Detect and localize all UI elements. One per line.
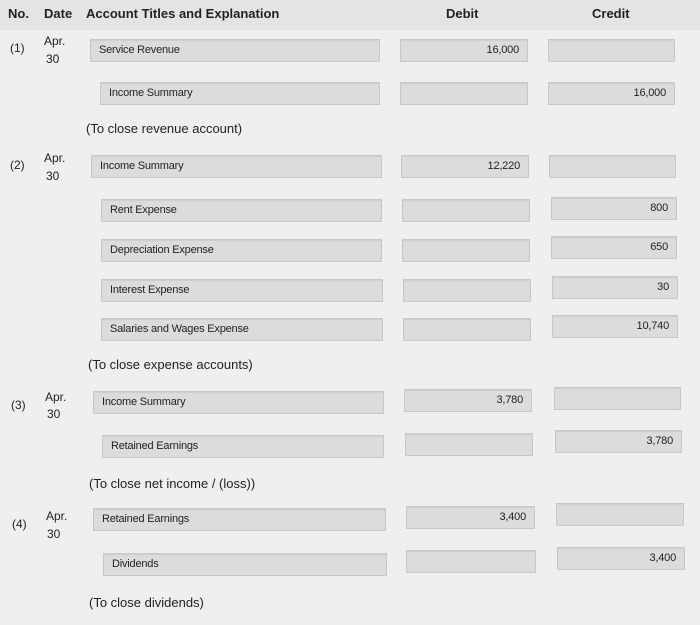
debit-amount-input[interactable] <box>402 199 530 222</box>
account-title-input[interactable]: Salaries and Wages Expense <box>101 318 383 341</box>
debit-amount-input[interactable]: 3,400 <box>406 506 535 529</box>
debit-amount-input[interactable] <box>406 550 536 573</box>
account-title-input[interactable]: Rent Expense <box>101 199 382 222</box>
debit-amount-input[interactable]: 12,220 <box>401 155 529 178</box>
account-title-input[interactable]: Income Summary <box>100 82 380 105</box>
entry-day: 30 <box>46 169 60 183</box>
account-title-input[interactable]: Dividends <box>103 553 387 576</box>
entry-explanation: (To close net income / (loss)) <box>89 476 256 491</box>
credit-amount-input[interactable] <box>554 387 681 410</box>
entry-number: (4) <box>12 517 27 531</box>
entry-month: Apr. <box>44 151 66 165</box>
credit-amount-input[interactable]: 3,780 <box>555 430 682 453</box>
entry-explanation: (To close expense accounts) <box>88 357 253 372</box>
entry-number: (1) <box>10 41 25 55</box>
entry-explanation: (To close revenue account) <box>86 121 243 136</box>
account-title-input[interactable]: Income Summary <box>93 391 384 414</box>
account-title-input[interactable]: Depreciation Expense <box>101 239 382 262</box>
entry-day: 30 <box>47 407 61 421</box>
account-title-input[interactable]: Service Revenue <box>90 39 380 62</box>
credit-amount-input[interactable]: 650 <box>551 236 677 259</box>
entry-month: Apr. <box>45 390 67 404</box>
credit-amount-input[interactable]: 16,000 <box>548 82 675 105</box>
debit-amount-input[interactable]: 3,780 <box>404 389 532 412</box>
debit-amount-input[interactable] <box>403 318 531 341</box>
debit-amount-input[interactable]: 16,000 <box>400 39 528 62</box>
entry-explanation: (To close dividends) <box>89 595 204 610</box>
entry-month: Apr. <box>44 34 66 48</box>
entry-day: 30 <box>46 52 60 66</box>
debit-amount-input[interactable] <box>400 82 528 105</box>
account-title-input[interactable]: Interest Expense <box>101 279 383 302</box>
debit-amount-input[interactable] <box>405 433 533 456</box>
entry-number: (3) <box>11 398 26 412</box>
debit-amount-input[interactable] <box>403 279 531 302</box>
entry-number: (2) <box>10 158 25 172</box>
account-title-input[interactable]: Income Summary <box>91 155 382 178</box>
entry-day: 30 <box>47 527 61 541</box>
credit-amount-input[interactable]: 3,400 <box>557 547 685 570</box>
no-column-header: No. <box>8 6 29 21</box>
credit-amount-input[interactable] <box>549 155 676 178</box>
account-column-header: Account Titles and Explanation <box>86 6 280 21</box>
credit-amount-input[interactable]: 10,740 <box>552 315 678 338</box>
credit-amount-input[interactable] <box>556 503 684 526</box>
credit-amount-input[interactable] <box>548 39 675 62</box>
credit-amount-input[interactable]: 30 <box>552 276 678 299</box>
account-title-input[interactable]: Retained Earnings <box>93 508 386 531</box>
table-header <box>0 0 700 30</box>
account-title-input[interactable]: Retained Earnings <box>102 435 384 458</box>
entry-month: Apr. <box>46 509 68 523</box>
credit-amount-input[interactable]: 800 <box>551 197 677 220</box>
credit-column-header: Credit <box>592 6 630 21</box>
debit-column-header: Debit <box>446 6 479 21</box>
debit-amount-input[interactable] <box>402 239 530 262</box>
date-column-header: Date <box>44 6 73 21</box>
